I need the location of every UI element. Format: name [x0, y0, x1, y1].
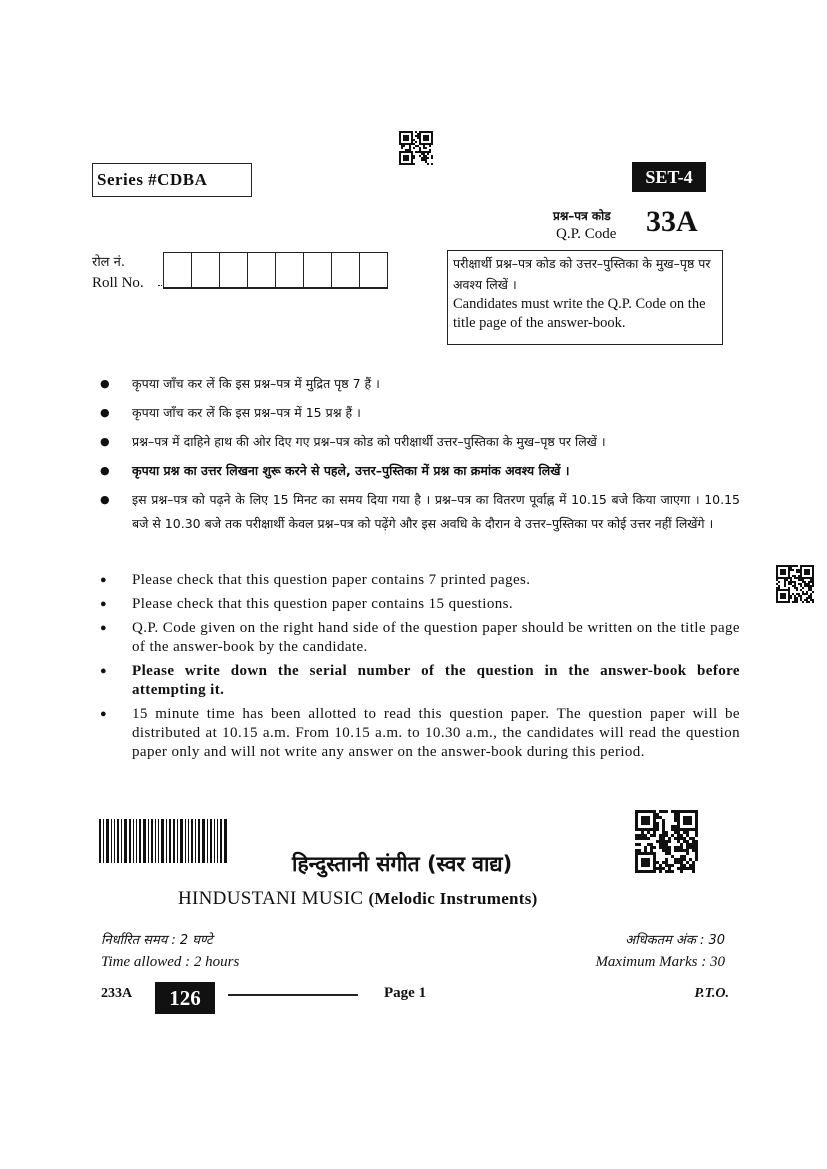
max-marks-hindi: अधिकतम अंक : 30: [625, 933, 725, 948]
instructions-hindi: [100, 372, 740, 541]
time-allowed: Time allowed : 2 hours: [101, 954, 240, 970]
qp-code-label-hindi: प्रश्न–पत्र कोड: [553, 209, 611, 223]
list-item: ● 15 minute time has been allotted to read this question paper. The question paper will be distributed at 10.15 a.m. From 10.15 a.m. to 10.30 a.m., the candidates will read the question paper only and will not write any answer on the answer-book during this period.: [100, 705, 740, 762]
paper-number-badge: 126: [155, 982, 215, 1014]
list-item: ● कृपया जाँच कर लें कि इस प्रश्न–पत्र में मुद्रित पृष्ठ 7 हैं ।: [100, 372, 740, 396]
page-number: Page 1: [384, 985, 427, 1001]
subject-title: [178, 888, 538, 910]
subject-title-hindi: हिन्दुस्तानी संगीत (स्वर वाद्य): [292, 852, 513, 876]
barcode-icon: [99, 819, 229, 863]
roll-digit-box: [332, 252, 360, 288]
roll-label: Roll No.: [92, 275, 144, 291]
list-item: ● प्रश्न–पत्र में दाहिने हाथ की ओर दिए गए प्रश्न–पत्र कोड को परीक्षार्थी उत्तर–पुस्तिका के मुख–पृष्ठ पर लिखें ।: [100, 430, 740, 454]
time-allowed-hindi: निर्धारित समय : 2 घण्टे: [101, 933, 213, 948]
roll-digit-box: [276, 252, 304, 288]
roll-digit-box: [304, 252, 332, 288]
roll-digit-box: [248, 252, 276, 288]
list-item: ● Please check that this question paper contains 15 questions.: [100, 595, 740, 614]
list-item: ● Q.P. Code given on the right hand side of the question paper should be written on the title page of the answer-book by the candidate.: [100, 619, 740, 657]
qp-code-label: Q.P. Code: [556, 226, 617, 242]
list-item: ● कृपया जाँच कर लें कि इस प्रश्न–पत्र में 15 प्रश्न हैं ।: [100, 401, 740, 425]
instructions-english: [100, 571, 740, 767]
set-badge: SET-4: [632, 162, 706, 192]
list-item: ● कृपया प्रश्न का उत्तर लिखना शुरू करने से पहले, उत्तर–पुस्तिका में प्रश्न का क्रमांक अवश्य लिखें ।: [100, 459, 740, 483]
roll-digit-box: [220, 252, 248, 288]
roll-number-boxes: [163, 252, 388, 289]
subject-title-english: HINDUSTANI MUSIC: [178, 888, 364, 909]
roll-digit-box: [360, 252, 388, 288]
notice-hindi: परीक्षार्थी प्रश्न–पत्र कोड को उत्तर–पुस्तिका के मुख–पृष्ठ पर अवश्य लिखें ।: [453, 256, 711, 292]
pto-label: P.T.O.: [694, 986, 729, 1001]
qr-code-icon: [776, 565, 814, 603]
roll-label-hindi: रोल नं.: [92, 255, 125, 270]
list-item: ● Please write down the serial number of the question in the answer-book before attempting it.: [100, 662, 740, 700]
list-item: ● Please check that this question paper contains 7 printed pages.: [100, 571, 740, 590]
qr-code-icon: [399, 131, 433, 165]
subject-subtitle: (Melodic Instruments): [368, 889, 538, 908]
qp-code-notice: [447, 250, 723, 345]
max-marks: Maximum Marks : 30: [595, 954, 725, 970]
qr-code-icon: [635, 810, 698, 873]
roll-digit-box: [163, 252, 192, 288]
roll-digit-box: [192, 252, 220, 288]
paper-code: 233A: [101, 986, 133, 1001]
series-label: Series #CDBA: [92, 163, 252, 197]
footer-rule: [228, 994, 358, 996]
qp-code-value: 33A: [646, 205, 698, 238]
list-item: ● इस प्रश्न–पत्र को पढ़ने के लिए 15 मिनट का समय दिया गया है । प्रश्न–पत्र का वितरण पूर्वाह्न में 10.15 बजे किया जाएगा । 10.15 बजे से 10.30 बजे तक परीक्षार्थी केवल प्रश्न–पत्र को पढ़ेंगे और इस अवधि के दौरान वे उत्तर–पुस्तिका पर कोई उत्तर नहीं लिखेंगे ।: [100, 488, 740, 536]
notice-english: Candidates must write the Q.P. Code on the title page of the answer-book.: [453, 296, 706, 331]
